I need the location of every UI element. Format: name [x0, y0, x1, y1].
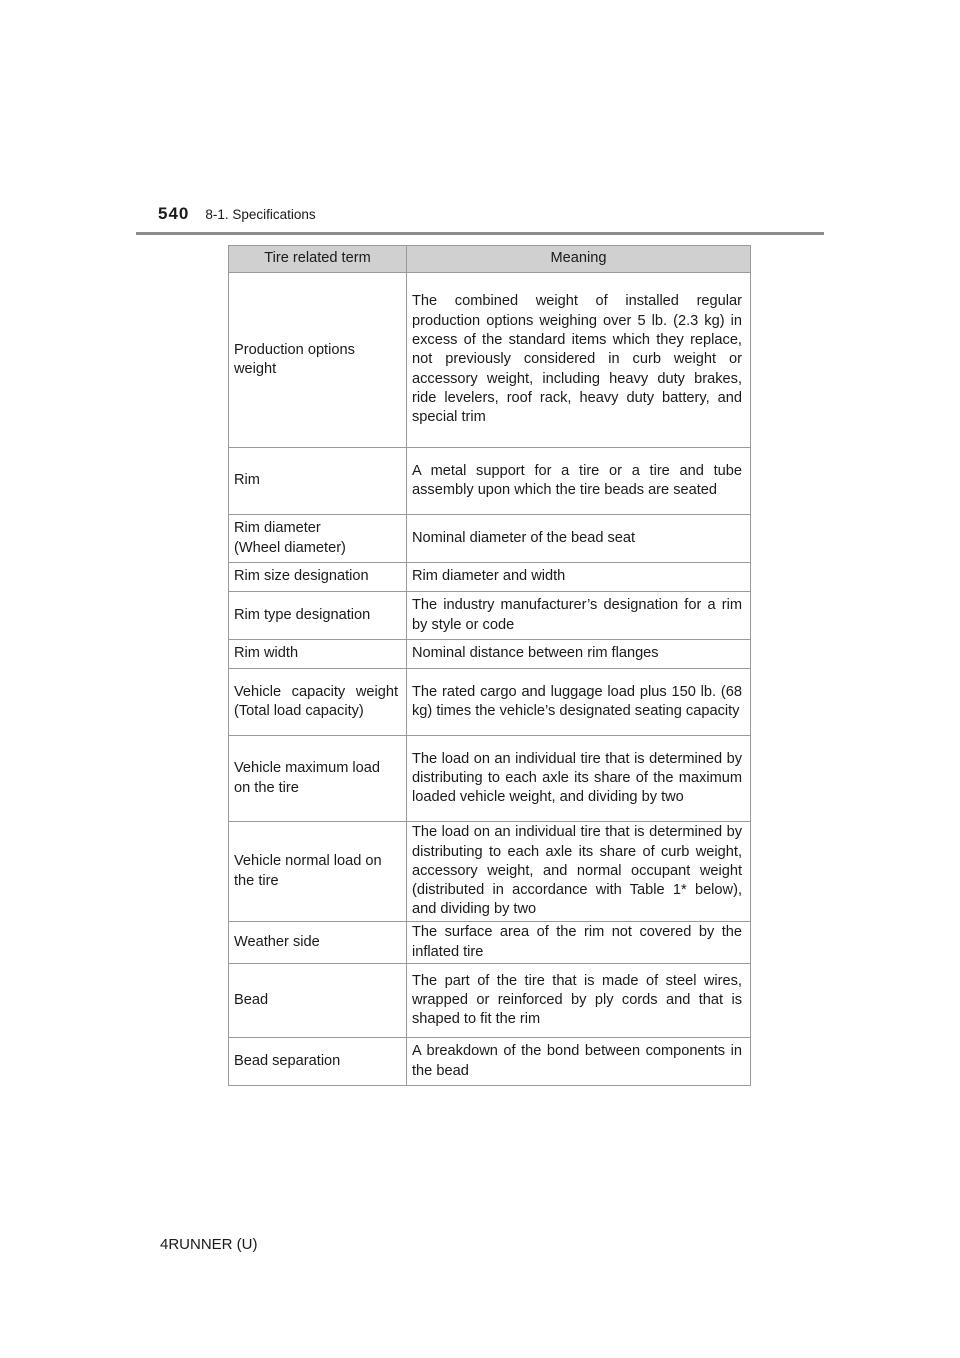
table-row [229, 515, 751, 563]
meaning-cell: The load on an individual tire that is determined by distributing to each axle its share of the maximum loaded vehicle weight, and dividing by two [407, 736, 751, 822]
table-row [229, 448, 751, 515]
table-row [229, 592, 751, 640]
header-divider [136, 232, 824, 235]
table-row [229, 273, 751, 448]
term-cell: Rim type designation [229, 592, 407, 640]
term-cell: Bead [229, 964, 407, 1038]
term-cell: Rim [229, 448, 407, 515]
term-cell: Bead separation [229, 1038, 407, 1086]
meaning-cell: The part of the tire that is made of steel wires, wrapped or reinforced by ply cords and that is shaped to fit the rim [407, 964, 751, 1038]
meaning-cell: The load on an individual tire that is determined by distributing to each axle its share of curb weight, accessory weight, and normal occupant weight (distributed in accordance with Table 1* below), and dividing by two [407, 822, 751, 922]
meaning-cell: A breakdown of the bond between components in the bead [407, 1038, 751, 1086]
term-cell: Vehicle capacity weight (Total load capacity) [229, 669, 407, 736]
term-cell: Weather side [229, 922, 407, 964]
model-footer: 4RUNNER (U) [160, 1236, 258, 1253]
page-number: 540 [158, 204, 190, 223]
term-cell: Rim width [229, 640, 407, 669]
table-row [229, 1038, 751, 1086]
table-header-row [229, 246, 751, 273]
meaning-cell: Nominal distance between rim flanges [407, 640, 751, 669]
term-cell: Vehicle normal load on the tire [229, 822, 407, 922]
table-row [229, 736, 751, 822]
meaning-cell: A metal support for a tire or a tire and tube assembly upon which the tire beads are seated [407, 448, 751, 515]
term-cell: Production options weight [229, 273, 407, 448]
meaning-cell: Nominal diameter of the bead seat [407, 515, 751, 563]
meaning-cell: Rim diameter and width [407, 563, 751, 592]
meaning-cell: The surface area of the rim not covered by the inflated tire [407, 922, 751, 964]
table-row [229, 563, 751, 592]
tire-terms-table [228, 245, 751, 1086]
meaning-cell: The industry manufacturer’s designation for a rim by style or code [407, 592, 751, 640]
table-row [229, 922, 751, 964]
term-cell: Vehicle maximum load on the tire [229, 736, 407, 822]
meaning-cell: The rated cargo and luggage load plus 150 lb. (68 kg) times the vehicle’s designated seating capacity [407, 669, 751, 736]
term-cell: Rim diameter (Wheel diameter) [229, 515, 407, 563]
table-row [229, 822, 751, 922]
meaning-cell: The combined weight of installed regular production options weighing over 5 lb. (2.3 kg) in excess of the standard items which they replace, not previously considered in curb weight or accessory weight, including heavy duty brakes, ride levelers, roof rack, heavy duty battery, and special trim [407, 273, 751, 448]
page-header [158, 204, 316, 224]
column-header-term: Tire related term [229, 246, 407, 273]
table-row [229, 640, 751, 669]
column-header-meaning: Meaning [407, 246, 751, 273]
section-title: 8-1. Specifications [205, 207, 316, 222]
term-cell: Rim size designation [229, 563, 407, 592]
table-row [229, 669, 751, 736]
table-row [229, 964, 751, 1038]
